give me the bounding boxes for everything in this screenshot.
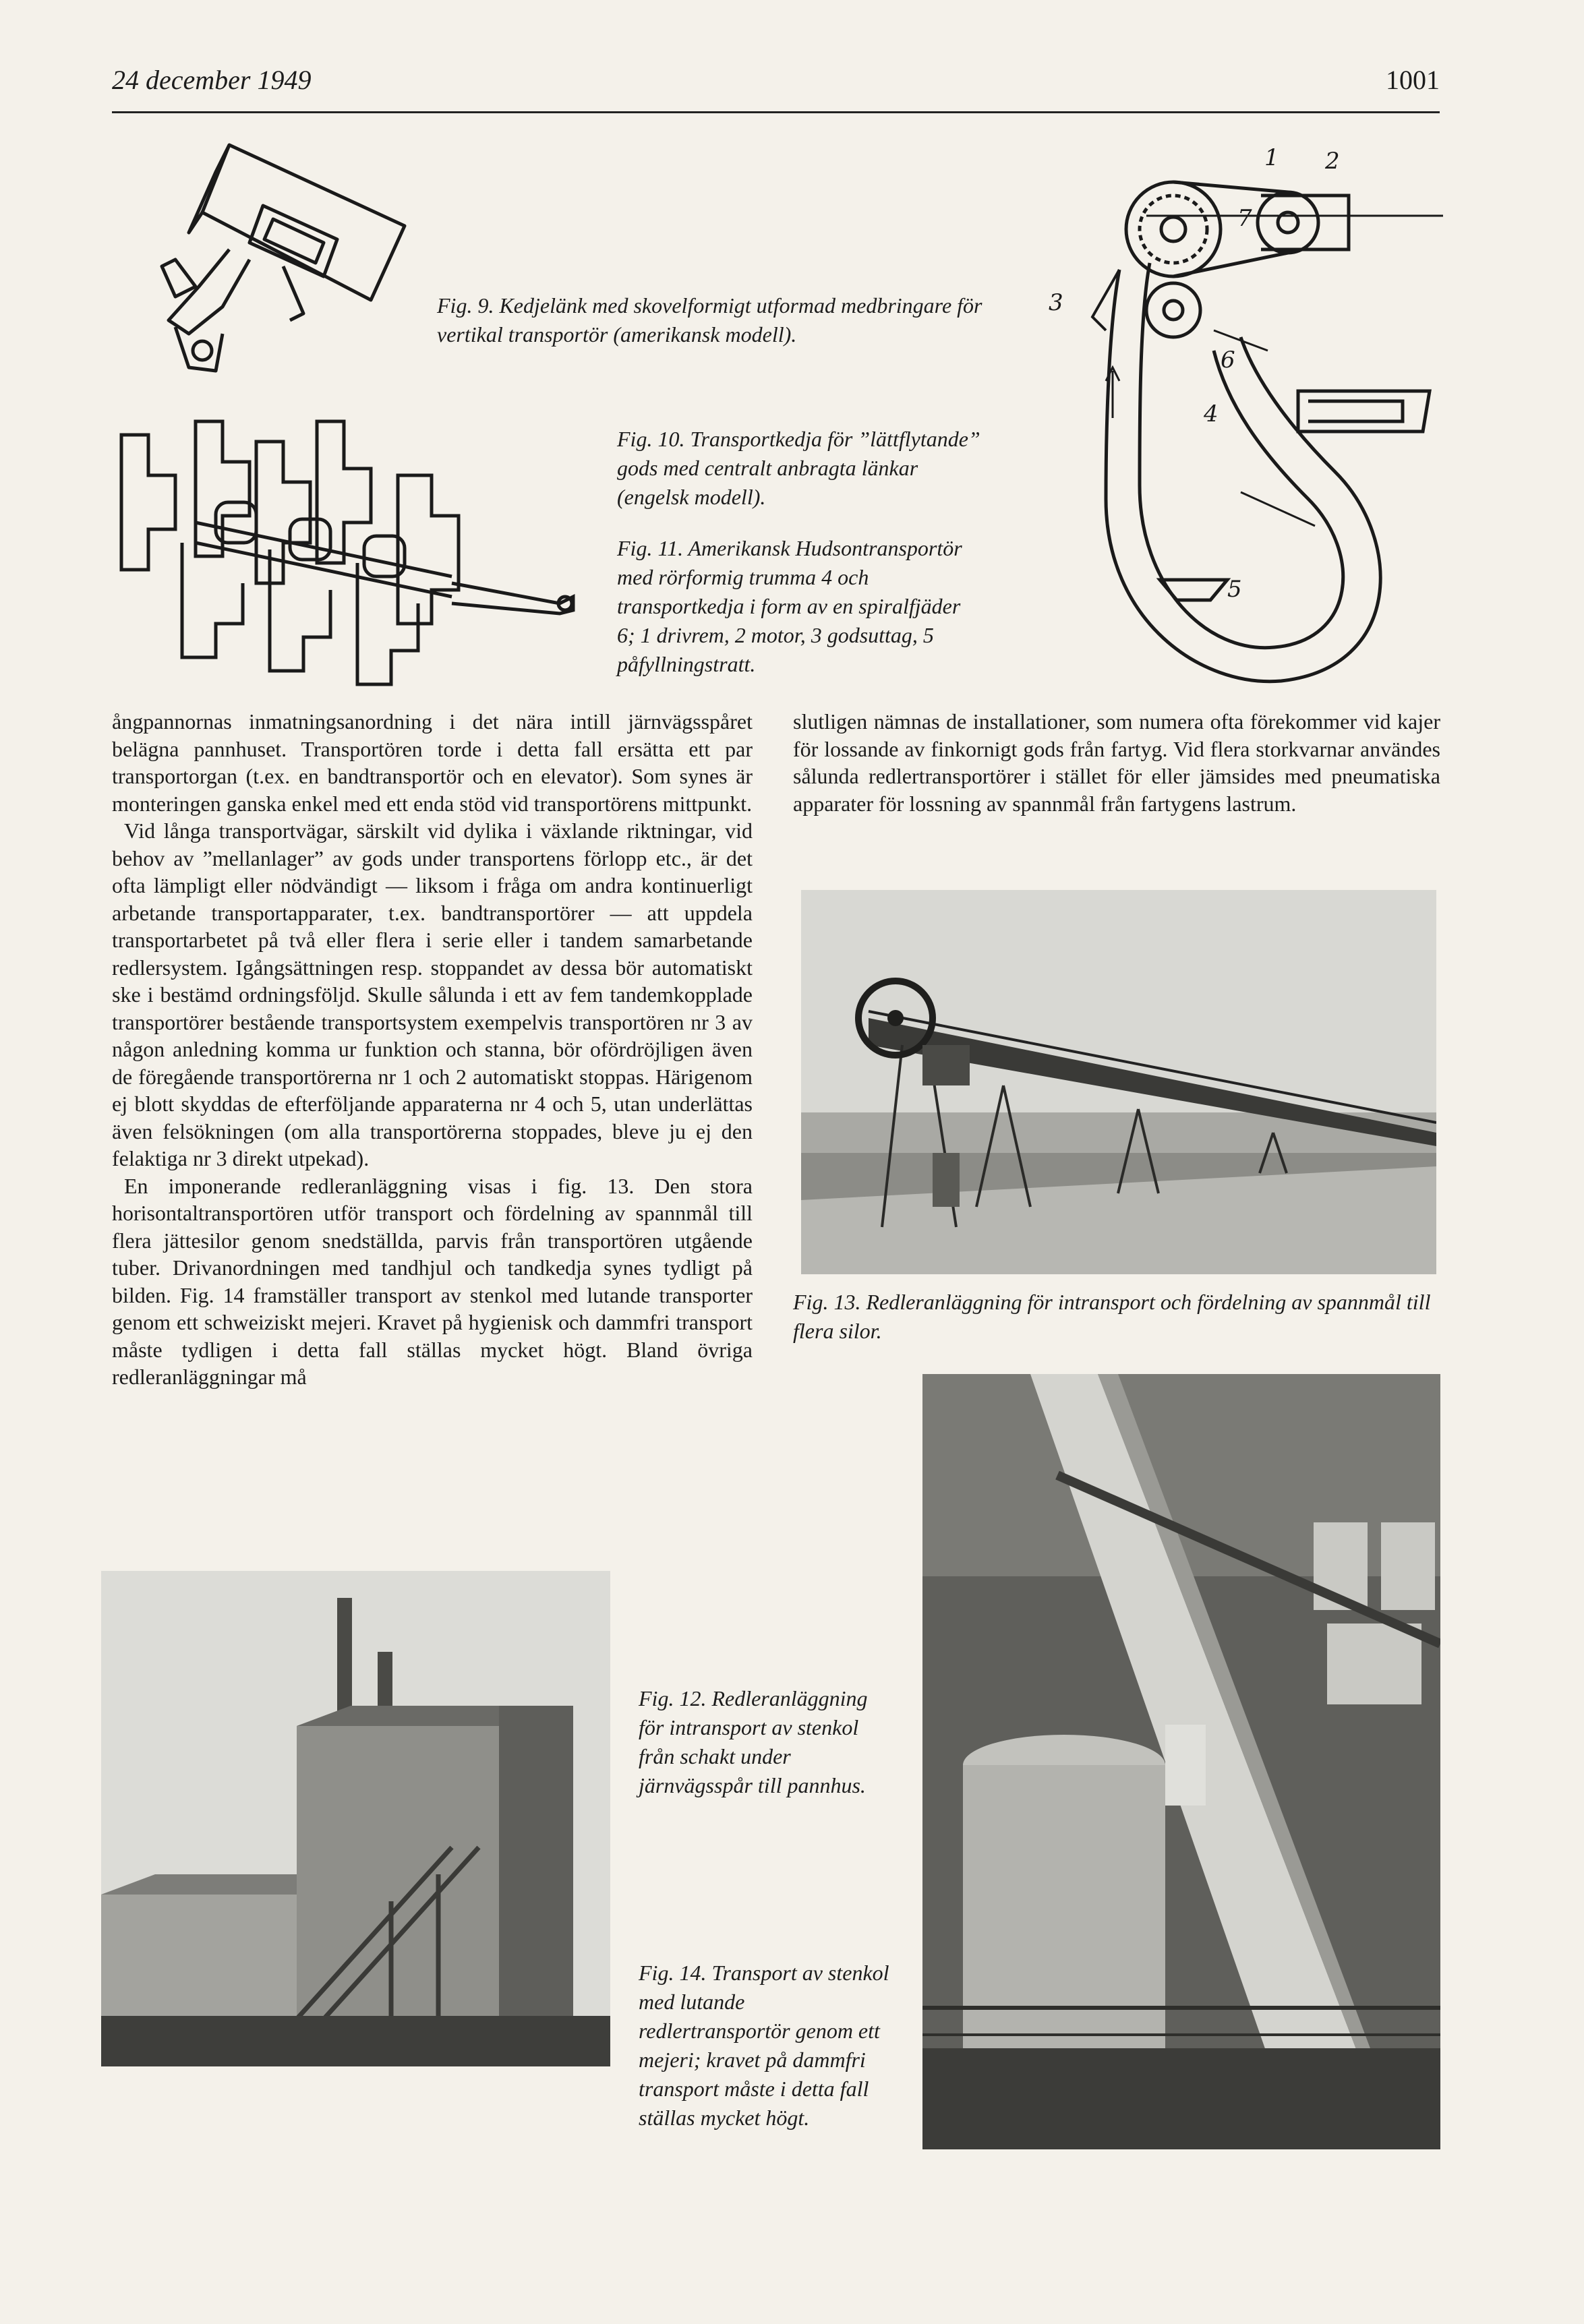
- body-right-column: [793, 708, 1440, 817]
- body-left-paragraph-3: En imponerande redleranläggning visas i fig. 13. Den stora horisontaltransportören utför transport och fördelning av spannmål till flera jättesilor genom snedställda, parvis från transportören utgående tuber. Drivanordningen med tandhjul och tandkedja synes tydligt på bilden. Fig. 14 framställer transport av stenkol med lutande transporter genom ett schweiziskt mejeri. Kravet på hygienisk och dammfri transport måste tydligen i detta fall ställas mycket högt. Bland övriga redleranläggningar må: [112, 1173, 753, 1389]
- fig13-caption: Fig. 13. Redleranläggning för intransport och fördelning av spannmål till flera silor.: [793, 1290, 1431, 1343]
- fig9-drawing: [148, 131, 418, 381]
- fig11-label-6: 6: [1221, 347, 1235, 374]
- fig11-drawing: [1038, 144, 1450, 681]
- fig11-label-2: 2: [1325, 148, 1340, 175]
- fig11-label-4: 4: [1204, 400, 1219, 427]
- header-rule: [112, 111, 1440, 113]
- fig14-caption: Fig. 14. Transport av stenkol med lutande redlertransportör genom ett mejeri; kravet på dammfri transport måste i detta fall ställas mycket högt.: [639, 1961, 889, 2130]
- body-left-paragraph-2: Vid långa transportvägar, särskilt vid dylika i växlande riktningar, vid behov av ”mellanlager” av gods under transportens förlopp etc., är det ofta lämpligt eller nödvändigt — liksom i fråga om andra kontinuerligt arbetande transportapparater, t.ex. bandtransportörer — att uppdela transportarbetet på två eller flera i serie eller i tandem samarbetande redlersystem. Igångsättningen resp. stoppandet av dessa bör automatiskt ske i bestämd ordningsföljd. Skulle sålunda i ett av fem tandemkopplade transportörer bestående transportsystem exempelvis transportören nr 3 av någon anledning komma ur funktion och stanna, bör ofördröjligen även de föregående transportörerna nr 1 och 2 automatiskt stoppas. Härigenom ej blott skyddas de efterföljande apparaterna nr 4 och 5, utan underlättas även felsökningen (om alla transportörerna stoppades, bleve ju ej den felaktiga nr 3 direkt utpekad).: [112, 818, 753, 1170]
- fig11-caption: Fig. 11. Amerikansk Hudsontransportör med rörformig trumma 4 och transportkedja i form av en spiralfjäder 6; 1 drivrem, 2 motor, 3 godsuttag, 5 påfyllningstratt.: [617, 536, 962, 676]
- fig11-label-3: 3: [1049, 289, 1063, 316]
- fig9-caption: Fig. 9. Kedjelänk med skovelformigt utformad medbringare för vertikal transportör (amerikansk modell).: [437, 293, 982, 347]
- fig14-photo: [922, 1374, 1440, 2149]
- fig11-label-1: 1: [1264, 144, 1279, 171]
- fig10-caption: Fig. 10. Transportkedja för ”lättflytande” gods med centralt anbragta länkar (engelsk modell).: [617, 427, 980, 509]
- fig10-drawing: [115, 408, 580, 698]
- fig11-label-7: 7: [1237, 205, 1252, 232]
- body-left-paragraph-1: ångpannornas inmatningsanordning i det nära intill järnvägsspåret belägna pannhuset. Transportören torde i detta fall ersätta ett par transportorgan (t.ex. en bandtransportör och en elevator). Som synes är monteringen ganska enkel med ett enda stöd vid transportörens mittpunkt.: [112, 709, 753, 816]
- page-number: 1001: [1386, 65, 1440, 95]
- fig11-label-5: 5: [1227, 576, 1242, 603]
- fig12-photo: [101, 1571, 610, 2066]
- body-left-column: [112, 708, 753, 1391]
- page-date: 24 december 1949: [112, 65, 312, 95]
- body-right-paragraph-1: slutligen nämnas de installationer, som numera ofta förekommer vid kajer för lossande av finkornigt gods från fartyg. Vid flera storkvarnar användes sålunda redlertransportörer i stället för eller jämsides med pneumatiska apparater för lossning av spannmål från fartygens lastrum.: [793, 709, 1440, 816]
- fig13-photo: [801, 890, 1436, 1274]
- fig12-caption: Fig. 12. Redleranläggning för intransport av stenkol från schakt under järnvägsspår till pannhus.: [639, 1686, 868, 1797]
